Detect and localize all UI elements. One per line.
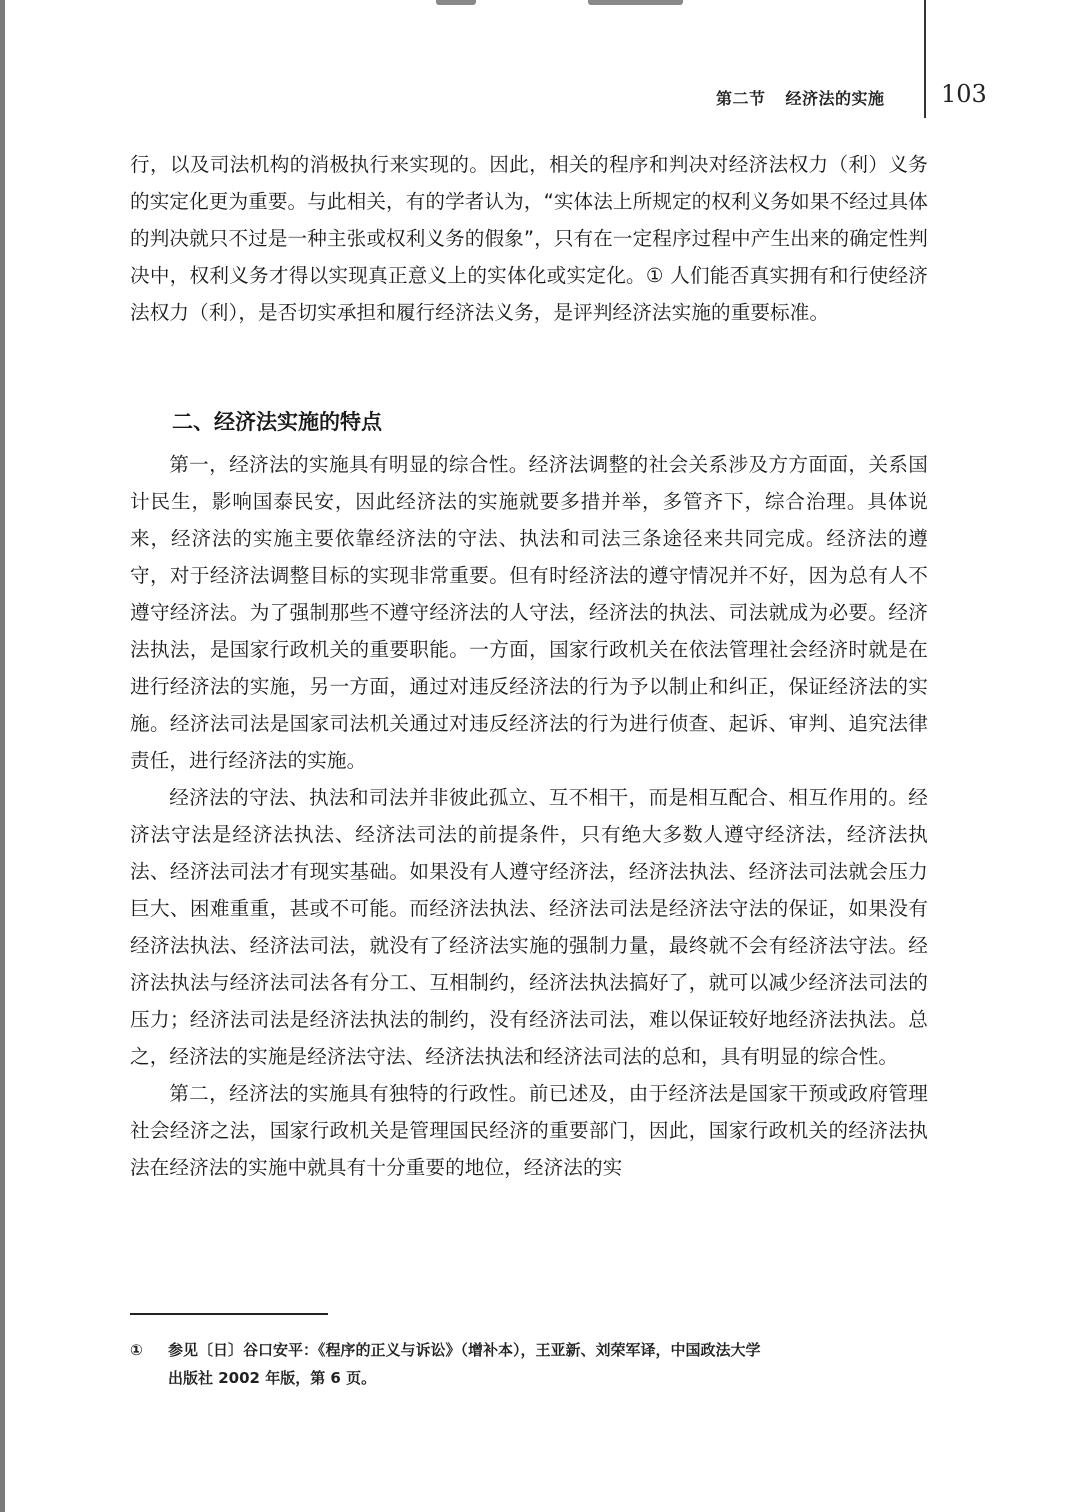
paragraph [130, 146, 928, 331]
scan-artifacts [0, 0, 1075, 10]
footnote-line-1: 参见〔日〕谷口安平：《程序的正义与诉讼》（增补本），王亚新、刘荣军译，中国政法大学 [168, 1341, 761, 1359]
paragraph-text-cont: ① 人们能否真实拥有和行使经济法权力（利），是否切实承担和履行经济法义务，是评判经济法实施的重要标准。 [130, 264, 928, 324]
page-number: 103 [941, 80, 987, 108]
footnote [130, 1336, 928, 1392]
footnote-marker: ① [130, 1341, 143, 1359]
header-divider [924, 0, 926, 118]
running-head-section: 第二节 [716, 89, 766, 108]
opening-paragraph [130, 146, 928, 331]
paragraph: 第二，经济法的实施具有独特的行政性。前已述及，由于经济法是国家干预或政府管理社会经济之法，国家行政机关是管理国民经济的重要部门，因此，国家行政机关的经济法执法在经济法的实施中就具有十分重要的地位，经济法的实 [130, 1082, 928, 1179]
paragraph-text: 行，以及司法机构的消极执行来实现的。因此，相关的程序和判决对经济法权力（利）义务的实定化更为重要。与此相关，有的学者认为，“实体法上所规定的权利义务如果不经过具体的判决就只不过是一种主张或权利义务的假象”，只有在一定程序过程中产生出来的确定性判决中，权利义务才得以实现真正意义上的实体化或实定化。 [130, 153, 928, 287]
running-head [716, 86, 885, 109]
paragraph: 经济法的守法、执法和司法并非彼此孤立、互不相干，而是相互配合、相互作用的。经济法守法是经济法执法、经济法司法的前提条件，只有绝大多数人遵守经济法，经济法执法、经济法司法才有现实基础。如果没有人遵守经济法，经济法执法、经济法司法就会压力巨大、困难重重，甚或不可能。而经济法执法、经济法司法是经济法守法的保证，如果没有经济法执法、经济法司法，就没有了经济法实施的强制力量，最终就不会有经济法守法。经济法执法与经济法司法各有分工、互相制约，经济法执法搞好了，就可以减少经济法司法的压力；经济法司法是经济法执法的制约，没有经济法司法，难以保证较好地经济法执法。总之，经济法的实施是经济法守法、经济法执法和经济法司法的总和，具有明显的综合性。 [130, 786, 928, 1068]
section-body [130, 446, 928, 1186]
running-head-title: 经济法的实施 [785, 89, 885, 108]
footnote-divider [130, 1313, 328, 1315]
paragraph: 第一，经济法的实施具有明显的综合性。经济法调整的社会关系涉及方方面面，关系国计民生，影响国泰民安，因此经济法的实施就要多措并举，多管齐下，综合治理。具体说来，经济法的实施主要依靠经济法的守法、执法和司法三条途径来共同完成。经济法的遵守，对于经济法调整目标的实现非常重要。但有时经济法的遵守情况并不好，因为总有人不遵守经济法。为了强制那些不遵守经济法的人守法，经济法的执法、司法就成为必要。经济法执法，是国家行政机关的重要职能。一方面，国家行政机关在依法管理社会经济时就是在进行经济法的实施，另一方面，通过对违反经济法的行为予以制止和纠正，保证经济法的实施。经济法司法是国家司法机关通过对违反经济法的行为进行侦查、起诉、审判、追究法律责任，进行经济法的实施。 [130, 453, 928, 772]
scan-edge [0, 0, 5, 1512]
section-heading: 二、经济法实施的特点 [172, 410, 382, 434]
footnote-line-2: 出版社 2002 年版，第 6 页。 [168, 1369, 377, 1387]
